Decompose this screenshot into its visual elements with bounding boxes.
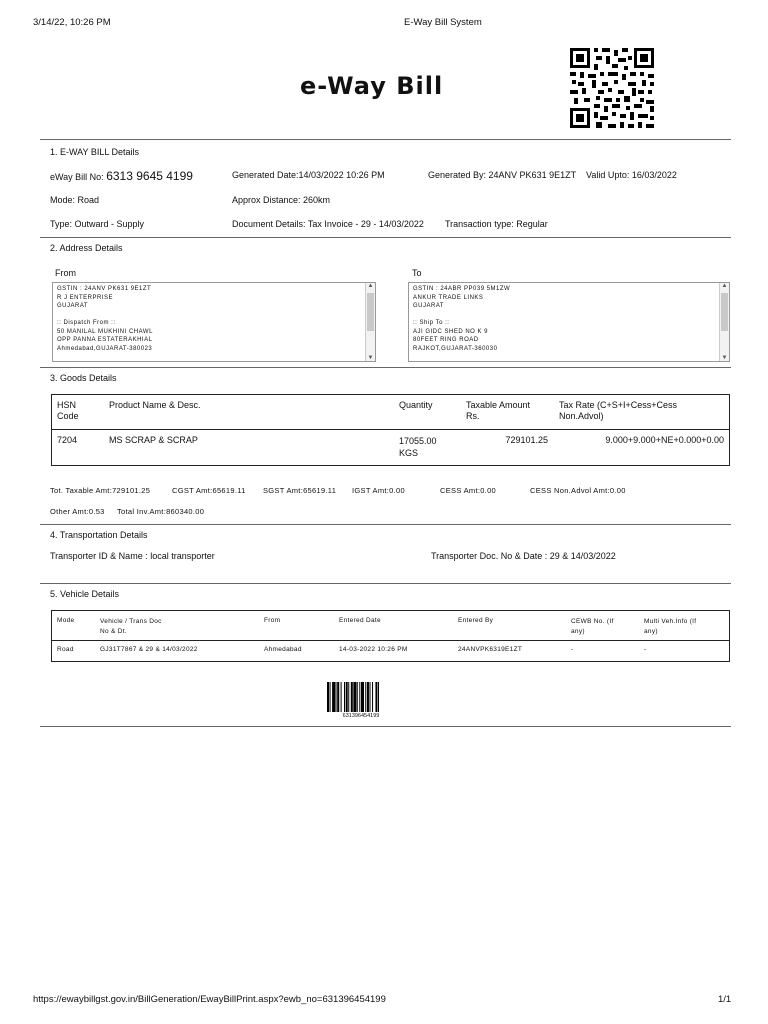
to-address-box[interactable]: [408, 282, 730, 362]
from-address-line: 50 MANILAL MUKHINI CHAWL: [57, 328, 153, 335]
to-address-line: GUJARAT: [413, 303, 445, 309]
barcode-bar: [357, 682, 358, 712]
from-address-line: GSTIN : 24ANV PK631 9E1ZT: [57, 286, 152, 292]
from-address-lines: [53, 283, 375, 355]
scroll-up-icon[interactable]: ▲: [721, 283, 728, 289]
transporter-id-name: Transporter ID & Name : local transporter: [50, 551, 215, 561]
barcode-bar: [367, 682, 369, 712]
barcode-bar: [370, 682, 371, 712]
barcode-bar: [378, 682, 379, 712]
supply-type: Type: Outward - Supply: [50, 219, 145, 229]
row-entered-by: 24ANVPK6319E1ZT: [458, 646, 523, 653]
barcode-bar: [346, 682, 348, 712]
total-taxable: Tot. Taxable Amt:729101.25: [50, 486, 151, 495]
to-address-line: RAJKOT,GUJARAT-360030: [413, 345, 498, 352]
print-datetime: 3/14/22, 10:26 PM: [33, 17, 111, 28]
goods-table: [51, 394, 730, 466]
col-multi-veh: Multi Veh.Info (If any): [644, 618, 697, 635]
barcode-bar: [359, 682, 360, 712]
transaction-type: Transaction type: Regular: [445, 219, 548, 229]
cess-amount: CESS Amt:0.00: [440, 486, 497, 495]
barcode-bar: [327, 682, 329, 712]
col-mode: Mode: [57, 617, 75, 624]
scroll-thumb[interactable]: [721, 293, 728, 331]
approx-distance: Approx Distance: 260km: [232, 195, 331, 205]
from-address-line: :: Dispatch From ::: [57, 320, 116, 326]
cess-non-advol-amount: CESS Non.Advol Amt:0.00: [530, 486, 626, 495]
col-from: From: [264, 617, 281, 624]
cgst-amount: CGST Amt:65619.11: [172, 486, 246, 495]
transporter-doc: Transporter Doc. No & Date : 29 & 14/03/2022: [431, 551, 616, 561]
barcode-bar: [351, 682, 353, 712]
scroll-up-icon[interactable]: ▲: [367, 283, 374, 289]
print-footer-url: https://ewaybillgst.gov.in/BillGeneration/EwayBillPrint.aspx?ewb_no=631396454199: [33, 994, 386, 1005]
to-address-line: [413, 311, 725, 320]
barcode-number: 631396454199: [342, 713, 380, 719]
from-address-line: [57, 311, 371, 320]
scroll-thumb[interactable]: [367, 293, 374, 331]
ewb-label: [50, 169, 193, 183]
section-1-heading: 1. E-WAY BILL Details: [50, 147, 140, 157]
from-scrollbar[interactable]: [365, 283, 375, 361]
generated-date: Generated Date:14/03/2022 10:26 PM: [232, 170, 385, 180]
generated-by: Generated By: 24ANV PK631 9E1ZT: [428, 170, 577, 180]
ewb-no-label: eWay Bill No:: [50, 172, 104, 182]
col-vehicle: Vehicle / Trans Doc No & Dt.: [100, 618, 162, 635]
row-mode: Road: [57, 646, 74, 653]
to-address-line: 80FEET RING ROAD: [413, 337, 479, 343]
to-scrollbar[interactable]: [719, 283, 729, 361]
col-cewb: CEWB No. (If any): [571, 618, 614, 635]
sgst-amount: SGST Amt:65619.11: [263, 486, 337, 495]
col-product: Product Name & Desc.: [109, 400, 201, 410]
from-address-line: GUJARAT: [57, 303, 89, 309]
total-invoice-amount: Total Inv.Amt:860340.00: [117, 507, 205, 516]
barcode-bar: [344, 682, 345, 712]
to-address-lines: [409, 283, 729, 355]
document-details: Document Details: Tax Invoice - 29 - 14/03/2022: [232, 219, 424, 229]
row-entered-date: 14-03-2022 10:26 PM: [339, 646, 408, 653]
to-address-line: GSTIN : 24ABR PP039 5M1ZW: [413, 286, 511, 292]
row-cewb: -: [571, 646, 574, 653]
igst-amount: IGST Amt:0.00: [352, 486, 405, 495]
col-taxable: Taxable Amount Rs.: [466, 400, 531, 421]
print-page-title: E-Way Bill System: [404, 17, 482, 28]
row-from: Ahmedabad: [264, 646, 302, 653]
mode: Mode: Road: [50, 195, 100, 205]
barcode-bar: [372, 682, 373, 712]
section-2-heading: 2. Address Details: [50, 243, 123, 253]
barcode-bar: [375, 682, 377, 712]
row-multi-veh: -: [644, 646, 647, 653]
row-tax-rate: 9.000+9.000+NE+0.000+0.00: [605, 435, 724, 445]
to-label: To: [412, 268, 422, 278]
to-address-line: AJI GIDC SHED NO K 9: [413, 328, 489, 335]
divider: [40, 583, 731, 584]
other-amount: Other Amt:0.53: [50, 507, 105, 516]
divider: [40, 367, 731, 368]
barcode: [327, 682, 395, 712]
row-taxable: 729101.25: [505, 435, 548, 445]
row-quantity: 17055.00 KGS: [399, 436, 437, 458]
col-entered-by: Entered By: [458, 617, 494, 624]
barcode-bar: [332, 682, 335, 712]
barcode-bar: [341, 682, 342, 712]
col-quantity: Quantity: [399, 400, 433, 410]
divider: [40, 524, 731, 525]
from-address-line: Ahmedabad,GUJARAT-380023: [57, 345, 153, 352]
valid-upto: Valid Upto: 16/03/2022: [586, 170, 677, 180]
from-address-line: OPP PANNA ESTATERAKHIAL: [57, 337, 153, 343]
col-tax-rate: Tax Rate (C+S+I+Cess+Cess Non.Advol): [559, 400, 678, 421]
ewb-no-value: 6313 9645 4199: [106, 169, 193, 183]
col-hsn: HSN Code: [57, 400, 79, 421]
barcode-bar: [330, 682, 331, 712]
document-title: e-Way Bill: [300, 72, 444, 100]
vehicle-table: [51, 610, 730, 662]
section-4-heading: 4. Transportation Details: [50, 530, 148, 540]
barcode-bar: [337, 682, 339, 712]
row-vehicle: GJ31T7867 & 29 & 14/03/2022: [100, 646, 198, 653]
print-page-count: 1/1: [718, 994, 732, 1005]
table-divider: [52, 640, 729, 641]
section-5-heading: 5. Vehicle Details: [50, 589, 120, 599]
barcode-bar: [348, 682, 349, 712]
table-divider: [52, 429, 729, 430]
row-product: MS SCRAP & SCRAP: [109, 435, 198, 445]
barcode-bar: [365, 682, 366, 712]
from-label: From: [55, 268, 76, 278]
barcode-bar: [336, 682, 337, 712]
to-address-line: ANKUR TRADE LINKS: [413, 294, 484, 301]
barcode-bar: [361, 682, 364, 712]
scroll-down-icon[interactable]: ▼: [367, 355, 374, 361]
divider: [40, 139, 731, 140]
divider: [40, 726, 731, 727]
to-address-line: :: Ship To ::: [413, 320, 450, 326]
col-entered-date: Entered Date: [339, 617, 381, 624]
scroll-down-icon[interactable]: ▼: [721, 355, 728, 361]
from-address-box[interactable]: [52, 282, 376, 362]
qr-code: [568, 46, 656, 130]
from-address-line: R J ENTERPRISE: [57, 294, 114, 301]
section-3-heading: 3. Goods Details: [50, 373, 117, 383]
row-hsn: 7204: [57, 435, 78, 445]
divider: [40, 237, 731, 238]
barcode-bar: [353, 682, 356, 712]
